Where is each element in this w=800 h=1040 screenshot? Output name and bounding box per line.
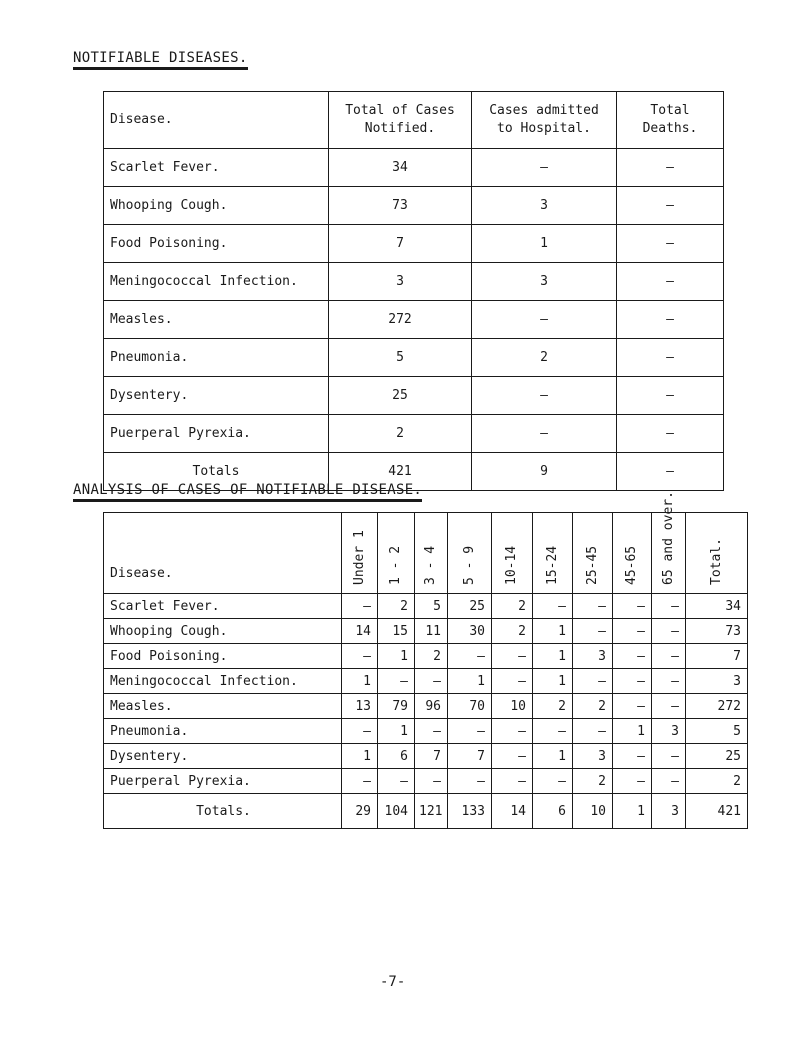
analysis-disease-name: Puerperal Pyrexia. <box>104 769 342 794</box>
analysis-cell: – <box>613 619 652 644</box>
analysis-header-row <box>104 513 748 594</box>
analysis-cell: – <box>613 769 652 794</box>
analysis-cell: 1 <box>613 719 652 744</box>
totals-deaths: – <box>617 453 724 491</box>
analysis-cell: 25 <box>448 594 492 619</box>
analysis-cell: – <box>533 769 573 794</box>
analysis-cell: – <box>613 594 652 619</box>
analysis-cell: 10 <box>492 694 533 719</box>
analysis-cell: 5 <box>686 719 748 744</box>
analysis-cell: 25 <box>686 744 748 769</box>
cell-disease: Puerperal Pyrexia. <box>104 415 329 453</box>
analysis-disease-name: Scarlet Fever. <box>104 594 342 619</box>
analysis-cell: – <box>342 719 378 744</box>
cell-disease: Measles. <box>104 301 329 339</box>
totals-admitted: 9 <box>472 453 617 491</box>
analysis-cell: – <box>652 619 686 644</box>
cell-disease: Pneumonia. <box>104 339 329 377</box>
analysis-cell: 2 <box>573 694 613 719</box>
analysis-cell: 1 <box>533 619 573 644</box>
analysis-table <box>103 491 748 829</box>
notifiable-diseases-table <box>103 91 724 491</box>
analysis-total-cell: 104 <box>378 794 415 829</box>
analysis-cell: – <box>492 769 533 794</box>
analysis-cell: – <box>533 594 573 619</box>
analysis-cell: – <box>492 719 533 744</box>
analysis-cell: 7 <box>415 744 448 769</box>
analysis-cell: 96 <box>415 694 448 719</box>
analysis-row <box>104 694 748 719</box>
cell-admitted: 2 <box>472 339 617 377</box>
analysis-cell: 3 <box>686 669 748 694</box>
analysis-cell: 30 <box>448 619 492 644</box>
analysis-cell: – <box>652 694 686 719</box>
analysis-row <box>104 744 748 769</box>
analysis-disease-name: Dysentery. <box>104 744 342 769</box>
analysis-cell: – <box>573 669 613 694</box>
analysis-cell: – <box>533 719 573 744</box>
analysis-cell: 2 <box>573 769 613 794</box>
analysis-cell: – <box>492 669 533 694</box>
cell-disease: Scarlet Fever. <box>104 149 329 187</box>
analysis-cell: 1 <box>378 719 415 744</box>
analysis-cell: 2 <box>378 594 415 619</box>
analysis-cell: 1 <box>448 669 492 694</box>
analysis-cell: – <box>415 769 448 794</box>
cell-disease: Whooping Cough. <box>104 187 329 225</box>
header-notified: Total of Cases Notified. <box>329 92 472 149</box>
age-group-header: 15-24 <box>533 513 573 594</box>
analysis-cell: – <box>573 594 613 619</box>
cell-admitted: – <box>472 301 617 339</box>
analysis-total-cell: 121 <box>415 794 448 829</box>
header-deaths: Total Deaths. <box>617 92 724 149</box>
analysis-cell: – <box>652 744 686 769</box>
analysis-cell: 15 <box>378 619 415 644</box>
analysis-total-cell: 133 <box>448 794 492 829</box>
analysis-cell: 70 <box>448 694 492 719</box>
cell-deaths: – <box>617 415 724 453</box>
analysis-cell: 7 <box>448 744 492 769</box>
analysis-cell: – <box>573 619 613 644</box>
cell-admitted: – <box>472 149 617 187</box>
analysis-cell: – <box>448 719 492 744</box>
analysis-cell: 1 <box>533 669 573 694</box>
analysis-cell: – <box>613 669 652 694</box>
analysis-cell: 2 <box>492 594 533 619</box>
analysis-row <box>104 619 748 644</box>
analysis-cell: – <box>342 644 378 669</box>
analysis-cell: 5 <box>415 594 448 619</box>
analysis-cell: – <box>492 744 533 769</box>
cell-notified: 25 <box>329 377 472 415</box>
age-group-header: 45-65 <box>613 513 652 594</box>
analysis-total-cell: 1 <box>613 794 652 829</box>
analysis-totals-row <box>104 794 748 829</box>
analysis-header-disease: Disease. <box>104 513 342 594</box>
cell-admitted: – <box>472 415 617 453</box>
cell-notified: 272 <box>329 301 472 339</box>
analysis-cell: 14 <box>342 619 378 644</box>
notifiable-diseases-heading: NOTIFIABLE DISEASES. <box>73 50 248 70</box>
age-group-header: Total. <box>686 513 748 594</box>
cell-deaths: – <box>617 377 724 415</box>
table-row <box>104 377 724 415</box>
analysis-cell: – <box>415 719 448 744</box>
analysis-disease-name: Meningococcal Infection. <box>104 669 342 694</box>
table-row <box>104 263 724 301</box>
cell-notified: 73 <box>329 187 472 225</box>
analysis-cell: 2 <box>533 694 573 719</box>
analysis-cell: – <box>492 644 533 669</box>
analysis-cell: – <box>652 644 686 669</box>
cell-notified: 5 <box>329 339 472 377</box>
age-group-header: 10-14 <box>492 513 533 594</box>
analysis-cell: – <box>652 669 686 694</box>
cell-deaths: – <box>617 149 724 187</box>
analysis-cell: 1 <box>533 644 573 669</box>
table-header-row <box>104 92 724 149</box>
analysis-disease-name: Pneumonia. <box>104 719 342 744</box>
analysis-cell: – <box>613 694 652 719</box>
analysis-disease-name: Food Poisoning. <box>104 644 342 669</box>
analysis-cell: – <box>448 644 492 669</box>
age-group-header: 5 - 9 <box>448 513 492 594</box>
analysis-cell: – <box>613 644 652 669</box>
analysis-totals-label: Totals. <box>104 794 342 829</box>
table-row <box>104 149 724 187</box>
analysis-cell: 3 <box>573 744 613 769</box>
analysis-cell: – <box>448 769 492 794</box>
header-admitted: Cases admitted to Hospital. <box>472 92 617 149</box>
table-row <box>104 339 724 377</box>
analysis-cell: 13 <box>342 694 378 719</box>
analysis-cell: – <box>378 669 415 694</box>
analysis-cell: 79 <box>378 694 415 719</box>
analysis-total-cell: 3 <box>652 794 686 829</box>
cell-admitted: 3 <box>472 187 617 225</box>
analysis-cell: 3 <box>652 719 686 744</box>
analysis-cell: – <box>652 594 686 619</box>
analysis-disease-name: Whooping Cough. <box>104 619 342 644</box>
age-group-header: 25-45 <box>573 513 613 594</box>
cell-deaths: – <box>617 187 724 225</box>
analysis-total-cell: 6 <box>533 794 573 829</box>
cell-admitted: – <box>472 377 617 415</box>
page-number: -7- <box>380 974 406 990</box>
analysis-disease-name: Measles. <box>104 694 342 719</box>
analysis-cell: – <box>415 669 448 694</box>
cell-disease: Dysentery. <box>104 377 329 415</box>
analysis-total-cell: 421 <box>686 794 748 829</box>
analysis-cell: – <box>613 744 652 769</box>
age-group-header: 3 - 4 <box>415 513 448 594</box>
cell-notified: 7 <box>329 225 472 263</box>
table-row <box>104 301 724 339</box>
totals-label: Totals <box>104 453 329 491</box>
analysis-cell: – <box>378 769 415 794</box>
cell-deaths: – <box>617 339 724 377</box>
header-disease: Disease. <box>104 92 329 149</box>
analysis-total-cell: 29 <box>342 794 378 829</box>
cell-deaths: – <box>617 225 724 263</box>
table-row <box>104 415 724 453</box>
analysis-heading: ANALYSIS OF CASES OF NOTIFIABLE DISEASE. <box>73 482 422 502</box>
analysis-cell: 2 <box>686 769 748 794</box>
analysis-row <box>104 669 748 694</box>
cell-deaths: – <box>617 301 724 339</box>
analysis-cell: 7 <box>686 644 748 669</box>
age-group-header: 1 - 2 <box>378 513 415 594</box>
cell-notified: 3 <box>329 263 472 301</box>
analysis-cell: 1 <box>342 669 378 694</box>
analysis-cell: 11 <box>415 619 448 644</box>
cell-notified: 34 <box>329 149 472 187</box>
totals-notified: 421 <box>329 453 472 491</box>
cell-disease: Food Poisoning. <box>104 225 329 263</box>
analysis-cell: 3 <box>573 644 613 669</box>
cell-admitted: 3 <box>472 263 617 301</box>
analysis-cell: 1 <box>378 644 415 669</box>
analysis-cell: – <box>573 719 613 744</box>
analysis-cell: 1 <box>533 744 573 769</box>
analysis-cell: 2 <box>415 644 448 669</box>
cell-disease: Meningococcal Infection. <box>104 263 329 301</box>
analysis-cell: – <box>342 594 378 619</box>
analysis-cell: – <box>652 769 686 794</box>
analysis-cell: 34 <box>686 594 748 619</box>
analysis-cell: 1 <box>342 744 378 769</box>
analysis-cell: 73 <box>686 619 748 644</box>
cell-admitted: 1 <box>472 225 617 263</box>
analysis-total-cell: 10 <box>573 794 613 829</box>
table-row <box>104 225 724 263</box>
analysis-cell: 272 <box>686 694 748 719</box>
analysis-row <box>104 769 748 794</box>
analysis-row <box>104 719 748 744</box>
analysis-cell: 6 <box>378 744 415 769</box>
age-group-header: 65 and over. <box>652 513 686 594</box>
analysis-cell: 2 <box>492 619 533 644</box>
analysis-row <box>104 644 748 669</box>
age-group-header: Under 1 <box>342 513 378 594</box>
analysis-cell: – <box>342 769 378 794</box>
table-row <box>104 187 724 225</box>
cell-notified: 2 <box>329 415 472 453</box>
cell-deaths: – <box>617 263 724 301</box>
analysis-row <box>104 594 748 619</box>
analysis-total-cell: 14 <box>492 794 533 829</box>
